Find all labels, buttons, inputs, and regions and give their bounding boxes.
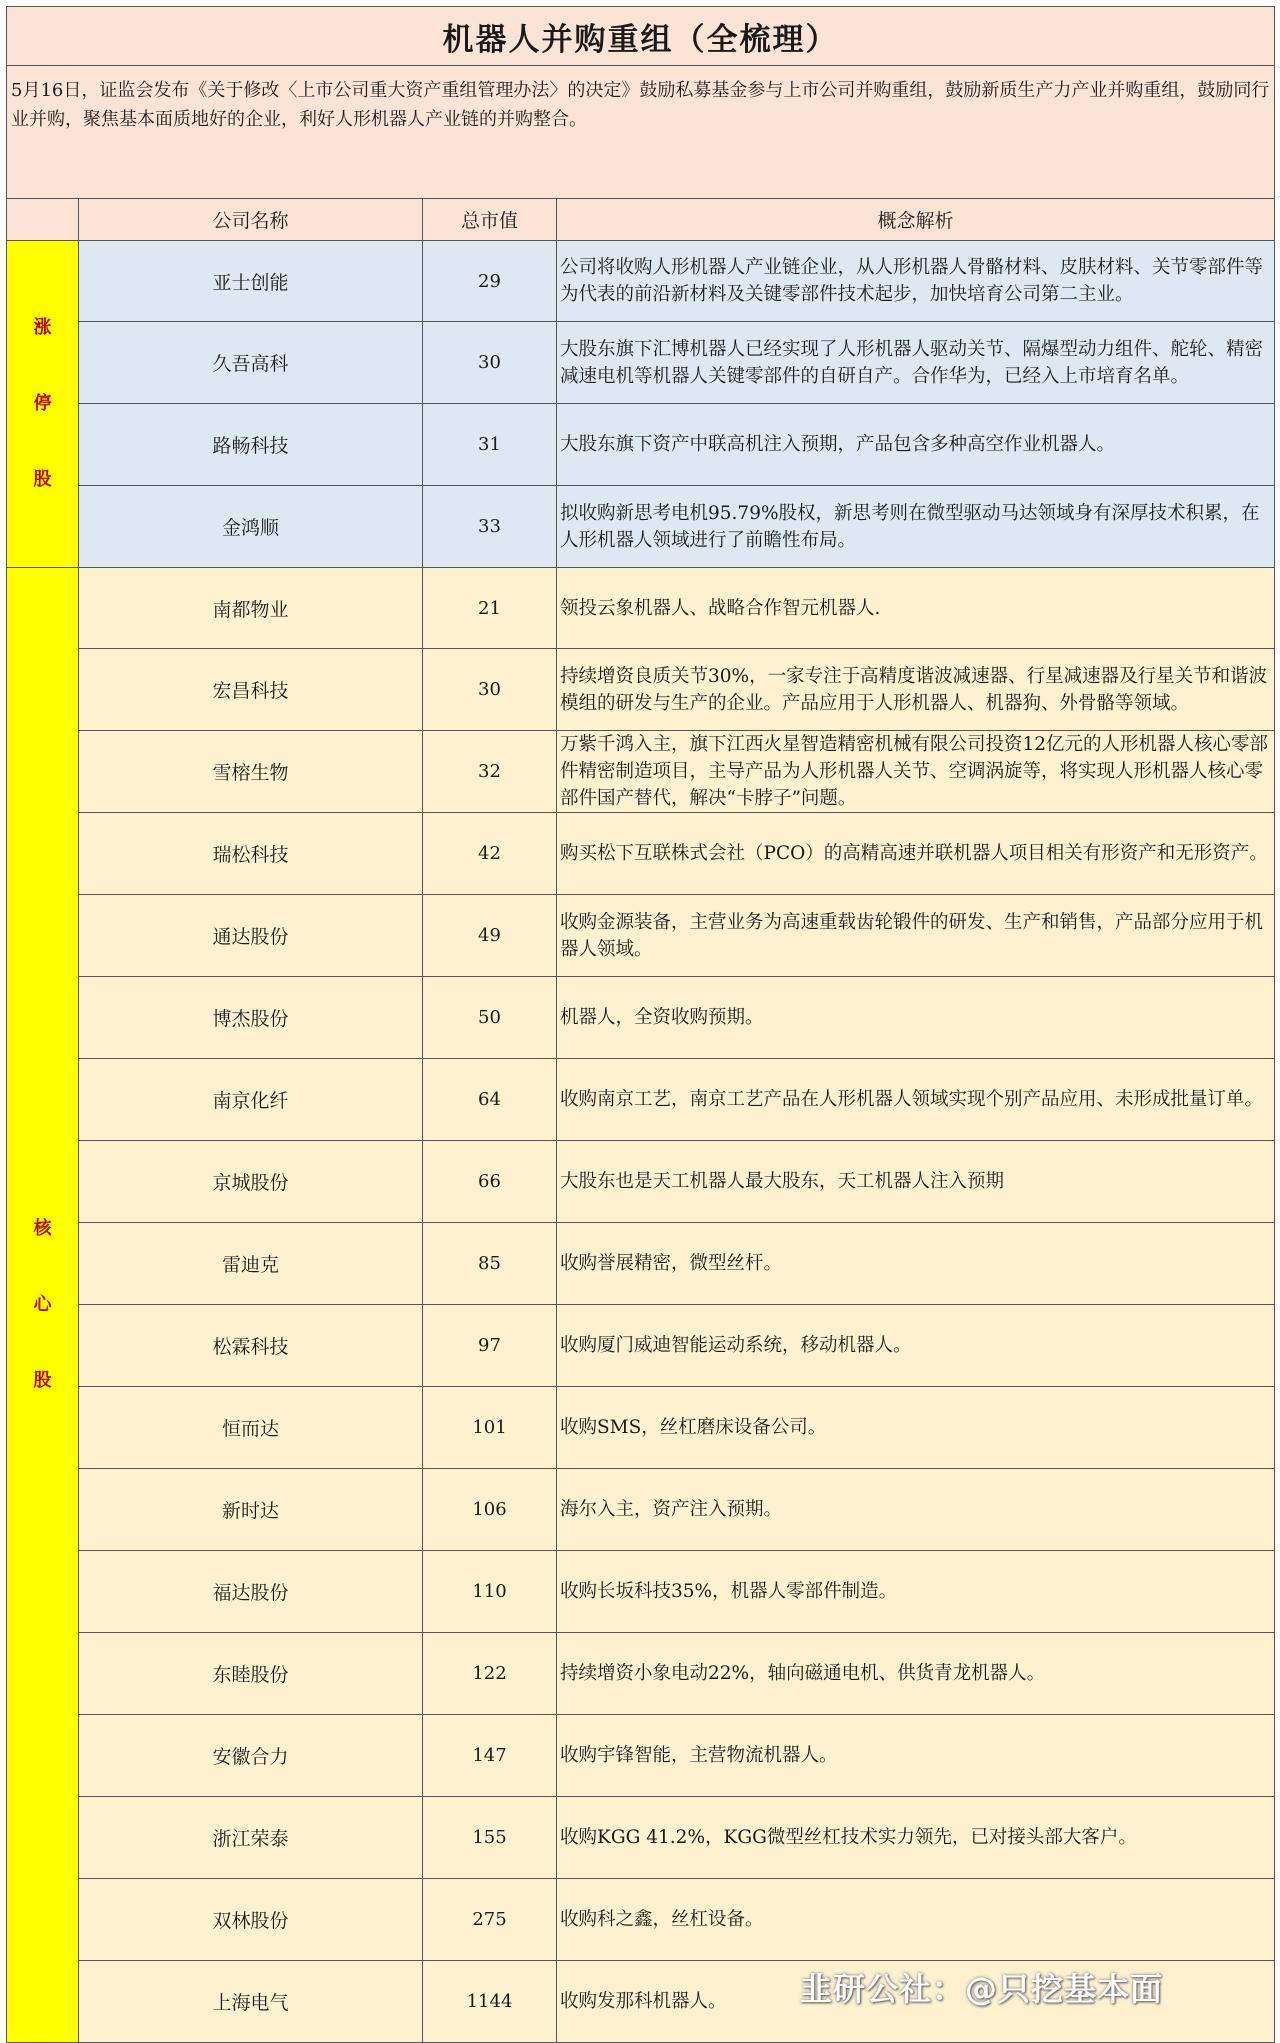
table-row (7, 1305, 1275, 1387)
table-row (7, 1715, 1275, 1797)
table-row (7, 1223, 1275, 1305)
company-name: 宏昌科技 (79, 649, 423, 731)
company-name: 松霖科技 (79, 1305, 423, 1387)
concept-text: 收购SMS，丝杠磨床设备公司。 (557, 1387, 1275, 1469)
table-row (7, 486, 1275, 568)
market-cap: 42 (423, 813, 557, 895)
category-limit-up (7, 241, 79, 568)
table-row (7, 1797, 1275, 1879)
concept-text: 持续增资良质关节30%，一家专注于高精度谐波减速器、行星减速器及行星关节和谐波模组的研发与生产的企业。产品应用于人形机器人、机器狗、外骨骼等领域。 (557, 649, 1275, 731)
merger-table (6, 6, 1275, 2043)
category-char: 股 (33, 1370, 52, 1391)
company-name: 东睦股份 (79, 1633, 423, 1715)
market-cap: 29 (423, 241, 557, 322)
table-row (7, 1141, 1275, 1223)
concept-text: 收购KGG 41.2%，KGG微型丝杠技术实力领先，已对接头部大客户。 (557, 1797, 1275, 1879)
category-char: 核 (33, 1218, 52, 1239)
table-row (7, 649, 1275, 731)
company-name: 通达股份 (79, 895, 423, 977)
concept-text: 收购南京工艺，南京工艺产品在人形机器人领域实现个别产品应用、未形成批量订单。 (557, 1059, 1275, 1141)
table-row (7, 977, 1275, 1059)
market-cap: 49 (423, 895, 557, 977)
company-name: 南京化纤 (79, 1059, 423, 1141)
company-name: 博杰股份 (79, 977, 423, 1059)
market-cap: 31 (423, 404, 557, 486)
market-cap: 106 (423, 1469, 557, 1551)
company-name: 恒而达 (79, 1387, 423, 1469)
category-char: 涨 (33, 317, 52, 338)
company-name: 新时达 (79, 1469, 423, 1551)
company-name: 久吾高科 (79, 322, 423, 404)
concept-text: 持续增资小象电动22%，轴向磁通电机、供货青龙机器人。 (557, 1633, 1275, 1715)
market-cap: 21 (423, 568, 557, 649)
company-name: 路畅科技 (79, 404, 423, 486)
market-cap: 147 (423, 1715, 557, 1797)
concept-text: 收购誉展精密，微型丝杆。 (557, 1223, 1275, 1305)
company-name: 金鸿顺 (79, 486, 423, 568)
company-name: 福达股份 (79, 1551, 423, 1633)
company-name: 双林股份 (79, 1879, 423, 1961)
header-blank (7, 199, 79, 241)
market-cap: 30 (423, 322, 557, 404)
company-name: 上海电气 (79, 1961, 423, 2043)
company-name: 雷迪克 (79, 1223, 423, 1305)
category-char: 停 (33, 393, 52, 414)
market-cap: 33 (423, 486, 557, 568)
table-row (7, 813, 1275, 895)
concept-text: 收购发那科机器人。 (557, 1961, 1275, 2043)
table-row (7, 404, 1275, 486)
market-cap: 110 (423, 1551, 557, 1633)
concept-text: 万紫千鸿入主，旗下江西火星智造精密机械有限公司投资12亿元的人形机器人核心零部件精密制造项目，主导产品为人形机器人关节、空调涡旋等，将实现人形机器人核心零部件国产替代，解决“卡脖子”问题。 (557, 731, 1275, 813)
watermark: 韭研公社：@只挖基本面 (800, 1970, 1164, 2008)
company-name: 瑞松科技 (79, 813, 423, 895)
header-concept: 概念解析 (557, 199, 1275, 241)
company-name: 京城股份 (79, 1141, 423, 1223)
category-core (7, 568, 79, 2043)
concept-text: 收购长坂科技35%，机器人零部件制造。 (557, 1551, 1275, 1633)
market-cap: 275 (423, 1879, 557, 1961)
market-cap: 155 (423, 1797, 557, 1879)
company-name: 南都物业 (79, 568, 423, 649)
market-cap: 64 (423, 1059, 557, 1141)
intro-paragraph: 5月16日，证监会发布《关于修改〈上市公司重大资产重组管理办法〉的决定》鼓励私募基金参与上市公司并购重组，鼓励新质生产力产业并购重组，鼓励同行业并购，聚焦基本面质地好的企业，利好人形机器人产业链的并购整合。 (7, 66, 1275, 199)
concept-text: 大股东旗下资产中联高机注入预期，产品包含多种高空作业机器人。 (557, 404, 1275, 486)
concept-text: 收购宇锋智能，主营物流机器人。 (557, 1715, 1275, 1797)
company-name: 亚士创能 (79, 241, 423, 322)
table-row (7, 568, 1275, 649)
concept-text: 收购科之鑫，丝杠设备。 (557, 1879, 1275, 1961)
concept-text: 领投云象机器人、战略合作智元机器人. (557, 568, 1275, 649)
table-row (7, 241, 1275, 322)
market-cap: 85 (423, 1223, 557, 1305)
header-market-cap: 总市值 (423, 199, 557, 241)
table-row (7, 1059, 1275, 1141)
table-row (7, 1551, 1275, 1633)
category-char: 心 (33, 1294, 52, 1315)
market-cap: 97 (423, 1305, 557, 1387)
market-cap: 101 (423, 1387, 557, 1469)
market-cap: 122 (423, 1633, 557, 1715)
market-cap: 1144 (423, 1961, 557, 2043)
concept-text: 机器人，全资收购预期。 (557, 977, 1275, 1059)
table-row (7, 895, 1275, 977)
concept-text: 收购金源装备，主营业务为高速重载齿轮锻件的研发、生产和销售，产品部分应用于机器人领域。 (557, 895, 1275, 977)
company-name: 安徽合力 (79, 1715, 423, 1797)
concept-text: 公司将收购人形机器人产业链企业，从人形机器人骨骼材料、皮肤材料、关节零部件等为代表的前沿新材料及关键零部件技术起步，加快培育公司第二主业。 (557, 241, 1275, 322)
concept-text: 大股东旗下汇博机器人已经实现了人形机器人驱动关节、隔爆型动力组件、舵轮、精密减速电机等机器人关键零部件的自研自产。合作华为，已经入上市培育名单。 (557, 322, 1275, 404)
concept-text: 购买松下互联株式会社（PCO）的高精高速并联机器人项目相关有形资产和无形资产。 (557, 813, 1275, 895)
category-char: 股 (33, 469, 52, 490)
table-row (7, 322, 1275, 404)
concept-text: 拟收购新思考电机95.79%股权，新思考则在微型驱动马达领域身有深厚技术积累，在人形机器人领域进行了前瞻性布局。 (557, 486, 1275, 568)
market-cap: 50 (423, 977, 557, 1059)
concept-text: 大股东也是天工机器人最大股东，天工机器人注入预期 (557, 1141, 1275, 1223)
column-header-row (7, 199, 1275, 241)
table-row (7, 731, 1275, 813)
market-cap: 30 (423, 649, 557, 731)
company-name: 雪榕生物 (79, 731, 423, 813)
table-row (7, 1633, 1275, 1715)
market-cap: 32 (423, 731, 557, 813)
table-row (7, 1469, 1275, 1551)
table-row (7, 1387, 1275, 1469)
header-company-name: 公司名称 (79, 199, 423, 241)
page-title: 机器人并购重组（全梳理） (7, 7, 1275, 66)
concept-text: 收购厦门威迪智能运动系统，移动机器人。 (557, 1305, 1275, 1387)
concept-text: 海尔入主，资产注入预期。 (557, 1469, 1275, 1551)
table-row (7, 1879, 1275, 1961)
market-cap: 66 (423, 1141, 557, 1223)
company-name: 浙江荣泰 (79, 1797, 423, 1879)
